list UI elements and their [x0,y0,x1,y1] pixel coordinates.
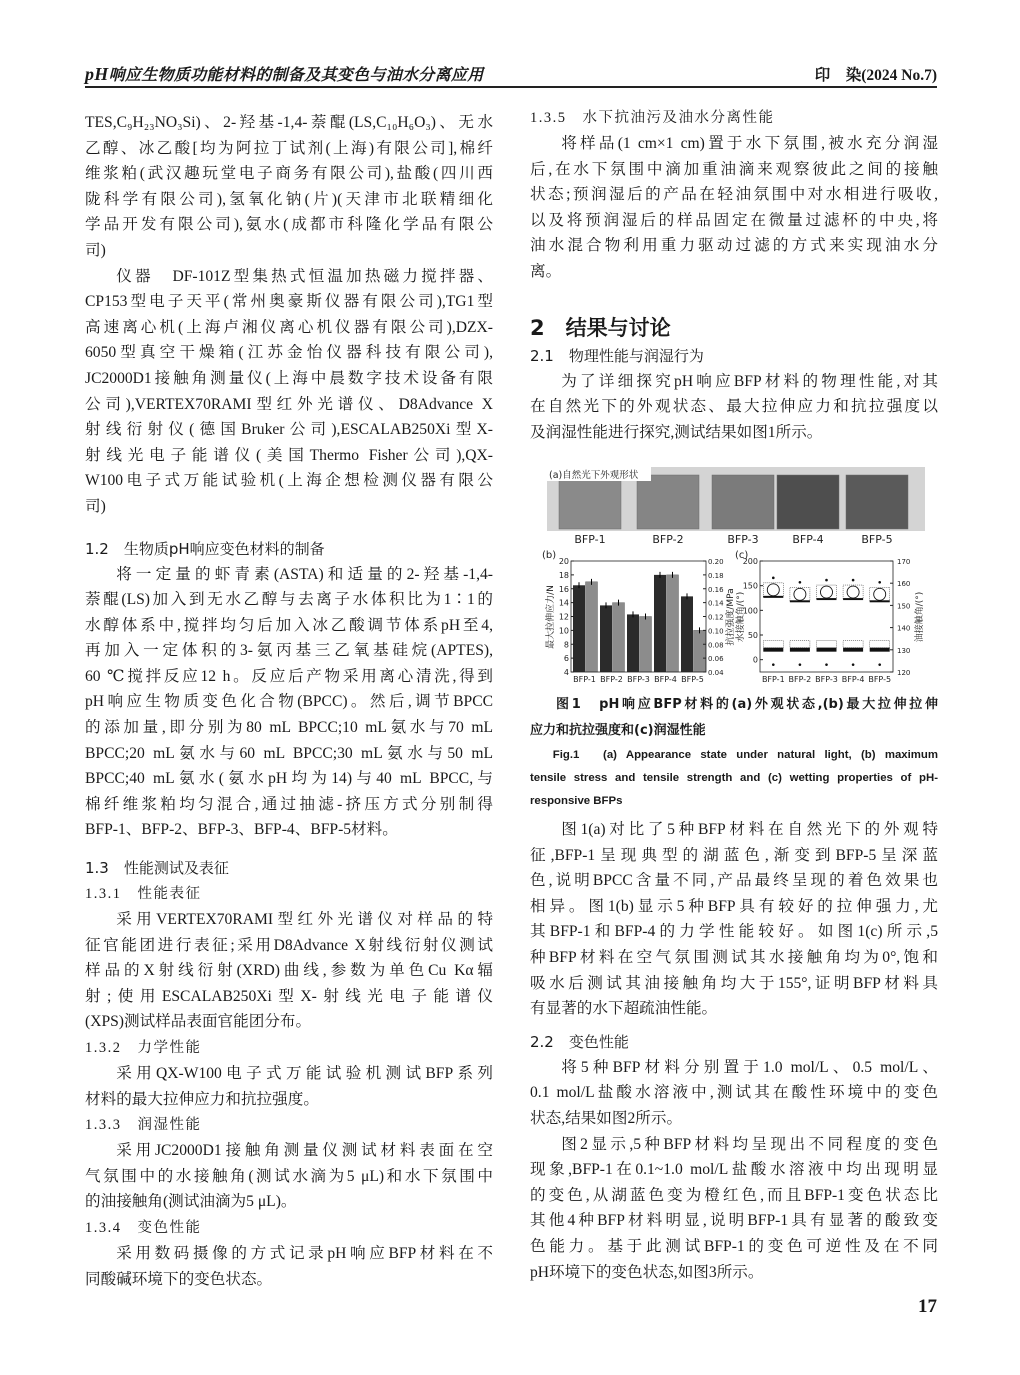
oil-droplet [874,588,886,600]
text-line: 司) [85,497,106,515]
text-line: 材料的最大拉伸应力和抗拉强度。 [85,1090,319,1108]
page-number: 17 [918,1296,937,1317]
text-line: 及润湿性能进行探究,测试结果如图1所示。 [530,423,823,441]
text-line: 陇科学有限公司),氢氧化钠(片)(天津市北联精细化 [85,190,493,208]
text-line: 维浆粕(武汉趣玩堂电子商务有限公司),盐酸(四川西 [85,165,493,183]
water-droplet-substrate [870,648,890,652]
paragraph-color-change [85,1241,493,1292]
y2-tick-label: 130 [897,646,911,655]
text-line: 状态;预润湿后的产品在轻油氛围中对水相进行吸收, [530,186,938,204]
y-tick-label: 16 [558,584,569,594]
text-line: 图2显示,5种BFP材料均呈现出不同程度的变色 [561,1135,938,1153]
text-line: pH响应生物质变色化合物(BPCC)。然后,调节BPCC [85,693,493,711]
y-tick-label: 4 [563,668,569,677]
oil-marker [799,581,802,584]
y-axis-label: 水接触角/(°) [736,591,746,643]
y2-tick-label: 0.18 [708,571,724,580]
water-droplet-substrate [817,648,837,652]
text-line: 射线衍射仪(德国Bruker公司),ESCALAB250Xi型X- [85,421,493,439]
subsection-heading-1-3-3: 1.3.3 润湿性能 [85,1117,202,1134]
y-tick-label: 150 [742,581,758,591]
bar-strength [694,630,706,672]
bar-stress [600,605,612,672]
water-marker [878,663,881,666]
x-tick-label: BFP-5 [681,675,704,684]
water-marker [852,663,855,666]
subsection-heading-1-3-1: 1.3.1 性能表征 [85,886,202,903]
y-tick-label: 14 [558,598,569,608]
water-droplet-frame [763,641,783,648]
text-line: 状态,结果如图2所示。 [530,1109,683,1127]
x-tick-label: BFP-2 [788,675,812,684]
text-line: CP153型电子天平(常州奥豪斯仪器有限公司),TG1型 [85,293,493,311]
text-line: responsive BFPs [530,795,623,807]
text-line: 色能力。基于此测试BFP-1的变色可逆性及在不同 [530,1237,938,1255]
text-line: BPCC;40 mL氨水(氨水pH均为14)与40 mL BPCC,与 [85,770,493,788]
sample-photo-1 [559,475,621,529]
text-line: 以及将预润湿后的样品固定在微量过滤杯的中央,将 [530,211,938,229]
text-line: (XPS)测试样品表面官能团分布。 [85,1013,312,1031]
text-line: 应力和抗拉强度和(c)润湿性能 [530,723,706,738]
text-line: 其BFP-1和BFP-4的力学性能较好。如图1(c)所示,5 [530,923,938,941]
oil-droplet [767,584,779,596]
section-heading-1-2: 1.2 生物质pH响应变色材料的制备 [85,539,325,558]
bar-stress [654,575,666,672]
x-tick-label: BFP-1 [573,675,596,684]
paragraph-fig1-discussion [530,817,938,1022]
water-droplet-frame [843,641,863,648]
y-tick-label: 50 [747,631,758,640]
y2-tick-label: 0.16 [708,585,724,594]
text-line: pH环境下的变色状态,如图3所示。 [530,1263,764,1281]
text-line: 油水混合物利用重力驱动过滤的方式来实现油水分 [530,237,938,255]
text-line: 后,在水下氛围中滴加重油滴来观察彼此之间的接触 [530,160,938,178]
text-line: 射;使用ESCALAB250Xi型X-射线光电子能谱仪 [85,987,493,1005]
bar-stress [573,585,585,672]
text-line: 公司),VERTEX70RAMI型红外光谱仪、D8Advance X [85,395,493,413]
text-line: 0.1 mol/L盐酸水溶液中,测试其在酸性环境中的变色 [530,1084,938,1102]
text-line: 图1(a)对比了5种BFP材料在自然光下的外观特 [561,821,938,838]
text-line: 的油接触角(测试油滴为5 μL)。 [85,1193,297,1211]
text-line: 征,BFP-1呈现典型的湖蓝色,渐变到BFP-5呈深蓝 [530,846,938,864]
text-line: 同酸碱环境下的变色状态。 [85,1270,273,1288]
y2-tick-label: 0.04 [708,669,724,677]
oil-substrate [870,600,890,602]
text-line: 再加入一定体积的3-氨丙基三乙氧基硅烷(APTES), [85,642,493,660]
water-droplet-frame [817,641,837,648]
y-tick-label: 100 [742,606,758,616]
panel-a-title: (a)自然光下外观形状 [549,470,639,481]
y-tick-label: 12 [558,612,569,622]
x-tick-label: BFP-1 [761,675,785,684]
paragraph-wetting [85,1138,493,1215]
text-line: 为了详细探究pH响应BFP材料的物理性能,对其 [561,372,938,390]
text-line: 图1 pH响应BFP材料的(a)外观状态,(b)最大拉伸拉伸 [556,697,938,712]
y2-tick-label: 0.14 [708,599,724,608]
caption-chinese [530,692,938,744]
oil-marker [772,577,775,580]
x-tick-label: BFP-3 [627,675,650,684]
paragraph-mechanical [85,1061,493,1112]
text-line: BFP-1、BFP-2、BFP-3、BFP-4、BFP-5材料。 [85,821,398,839]
text-line: 样品的X射线衍射(XRD)曲线,参数为单色Cu Kα辐 [85,962,493,980]
title-ph: pH [85,64,109,84]
paragraph-acid-test [530,1055,938,1132]
sample-photo-3 [712,475,774,529]
panel-c-label: (c) [735,550,749,561]
journal-issue: 印 染(2024 No.7) [814,67,937,84]
text-line: 的变色,从湖蓝色变为橙红色,而且BFP-1变色状态比 [530,1186,938,1204]
y-tick-label: 200 [742,557,758,566]
text-line: 气氛围中的水接触角(测试水滴为5 μL)和水下氛围中 [85,1167,493,1185]
text-line: 司) [85,241,106,259]
water-marker [799,663,802,666]
x-tick-label: BFP-2 [600,675,623,684]
section-heading-2-1: 2.1 物理性能与润湿行为 [530,346,704,365]
sample-photo-2 [637,475,699,529]
title-rest: 响应生物质功能材料的制备及其变色与油水分离应用 [108,65,484,84]
text-line: 其他4种BFP材料明显,说明BFP-1具有显著的酸致变 [530,1212,938,1230]
section-heading-2: 2 结果与讨论 [530,315,671,340]
sample-label: BFP-4 [792,533,824,546]
paragraph-characterization [85,907,493,1035]
bar-stress [627,614,639,672]
text-line: W100电子式万能试验机(上海企想检测仪器有限公 [85,472,493,490]
header-rule [85,86,937,88]
sample-label: BFP-2 [652,533,684,546]
paragraph-physical [530,369,938,446]
y2-tick-label: 0.20 [708,558,724,566]
y-tick-label: 8 [563,640,569,650]
y-tick-label: 6 [563,654,569,664]
text-line: 的添加量,即分别为80 mL BPCC;10 mL氨水与70 mL [85,719,493,737]
paragraph-fig2-discussion [530,1132,938,1286]
right-column-bottom [530,817,938,1285]
text-line: 采用JC2000D1接触角测量仪测试材料表面在空 [116,1142,493,1160]
paragraph-oil-water [530,131,938,285]
text-line: 将5种BFP材料分别置于1.0 mol/L、0.5 mol/L、 [561,1058,938,1076]
sample-photo-5 [846,475,908,529]
water-marker [825,663,828,666]
y2-tick-label: 0.12 [708,613,724,622]
y2-tick-label: 160 [897,580,911,589]
left-column [85,110,493,1292]
y2-tick-label: 0.06 [708,655,724,664]
y2-tick-label: 150 [897,602,911,611]
oil-droplet [821,586,833,598]
text-line: 萘醌(LS)加入到无水乙醇与去离子水体积比为1∶1的 [85,591,493,609]
y-tick-label: 20 [558,557,569,566]
water-droplet-frame [790,641,810,648]
text-line: 棉纤维浆粕均匀混合,通过抽滤-挤压方式分别制得 [85,795,493,813]
text-line: 现象,BFP-1在0.1~1.0 mol/L盐酸水溶液中均出现明显 [530,1161,938,1179]
x-tick-label: BFP-3 [815,675,838,684]
x-tick-label: BFP-4 [654,675,677,684]
text-line: 将一定量的虾青素(ASTA)和适量的2-羟基-1,4- [116,565,493,583]
subsection-heading-1-3-2: 1.3.2 力学性能 [85,1040,202,1056]
caption-english [530,744,938,813]
text-line: JC2000D1接触角测量仪(上海中晨数字技术设备有限 [85,369,493,387]
y2-axis-label: 油接触角/(°) [915,591,925,643]
section-heading-2-2: 2.2 变色性能 [530,1032,629,1051]
water-marker [772,663,775,666]
plot-frame-c [760,561,893,672]
paragraph-instruments [85,264,493,520]
x-tick-label: BFP-5 [868,675,892,684]
text-line: 有显著的水下超疏油性能。 [530,1000,718,1018]
text-line: BPCC;20 mL氨水与60 mL BPCC;30 mL氨水与50 mL [85,744,493,762]
running-title [85,62,484,85]
text-line: tensile stress and tensile strength and (c) wetting properties of pH- [530,772,938,784]
text-line: 高速离心机(上海卢湘仪离心机仪器有限公司),DZX- [85,318,493,336]
y-tick-label: 0 [752,655,758,665]
text-line: 采用数码摄像的方式记录pH响应BFP材料在不 [116,1244,493,1262]
section-heading-1-3: 1.3 性能测试及表征 [85,859,229,878]
bar-strength [667,575,679,672]
text-line: 采用QX-W100电子式万能试验机测试BFP系列 [116,1065,493,1082]
sample-label: BFP-1 [574,533,606,546]
subsection-heading-1-3-5: 1.3.5 水下抗油污及油水分离性能 [530,110,775,126]
oil-marker [878,581,881,584]
y2-tick-label: 0.08 [708,641,724,650]
text-line: 6050型真空干燥箱(江苏金怡仪器科技有限公司), [85,344,493,362]
oil-substrate [843,598,863,600]
y2-tick-label: 0.10 [708,627,724,636]
oil-droplet [847,586,859,598]
water-droplet-frame [870,641,890,648]
oil-droplet [794,588,806,600]
text-line: 将样品(1 cm×1 cm)置于水下氛围,被水充分润湿 [561,135,938,152]
y2-tick-label: 120 [897,669,911,677]
text-line: 吸水后测试其油接触角均大于155°,证明BFP材料具 [530,974,938,992]
bar-stress [681,596,693,672]
figure-caption [530,692,938,813]
right-column-top [530,105,938,445]
bar-strength [640,617,652,673]
text-line: 种BFP材料在空气氛围测试其水接触角均为0°,饱和 [530,948,938,966]
text-line: 色,说明BPCC含量不同,产品最终呈现的着色效果也 [530,872,938,890]
sample-label: BFP-3 [727,533,759,546]
text-line: 学品开发有限公司),氨水(成都市科隆化学品有限公 [85,216,493,234]
oil-substrate [790,600,810,602]
oil-substrate [817,598,837,600]
sample-label: BFP-5 [861,533,893,546]
oil-substrate [763,596,783,598]
y2-axis-label: 抗拉强度/MPa [726,588,736,646]
y2-tick-label: 140 [897,624,911,633]
text-line: 相异。图1(b)显示5种BFP具有较好的拉伸强力,尤 [530,897,938,915]
water-droplet-substrate [763,648,783,652]
bar-strength [613,603,625,672]
sample-photo-4 [777,475,839,529]
text-line: 60 ℃搅拌反应12 h。反应后产物采用离心清洗,得到 [85,667,493,685]
x-tick-label: BFP-4 [841,675,865,684]
water-droplet-substrate [790,648,810,652]
y-tick-label: 18 [558,570,569,580]
y-axis-label: 最大拉伸应力/N [546,585,556,649]
y-tick-label: 10 [558,626,569,636]
panel-b-label: (b) [542,550,557,561]
oil-marker [852,579,855,582]
water-droplet-substrate [843,648,863,652]
bar-strength [586,582,598,672]
text-line: 乙醇、冰乙酸[均为阿拉丁试剂(上海)有限公司],棉纤 [85,139,493,157]
text-line: 水醇体系中,搅拌均匀后加入冰乙酸调节体系pH至4, [85,616,493,634]
paragraph-materials [85,110,493,264]
text-line: 采用VERTEX70RAMI型红外光谱仪对样品的特 [116,911,493,929]
text-line: TES,C₉H₂₃NO₃Si)、2-羟基-1,4-萘醌(LS,C₁₀H₆O₃)、无水 [85,114,493,131]
y2-tick-label: 170 [897,558,911,566]
paragraph-preparation [85,562,493,844]
text-line: 仪器 DF-101Z型集热式恒温加热磁力搅拌器、 [116,267,493,285]
subsection-heading-1-3-4: 1.3.4 变色性能 [85,1219,202,1236]
text-line: Fig.1 (a) Appearance state under natural light, (b) maximum [552,749,938,761]
text-line: 射线光电子能谱仪(美国Thermo Fisher公司),QX- [85,446,493,464]
oil-marker [825,579,828,582]
text-line: 在自然光下的外观状态、最大拉伸应力和抗拉强度以 [530,398,938,416]
text-line: 征官能团进行表征;采用D8Advance X射线衍射仪测试 [85,936,493,954]
text-line: 离。 [530,262,562,280]
figure-1 [530,455,950,687]
